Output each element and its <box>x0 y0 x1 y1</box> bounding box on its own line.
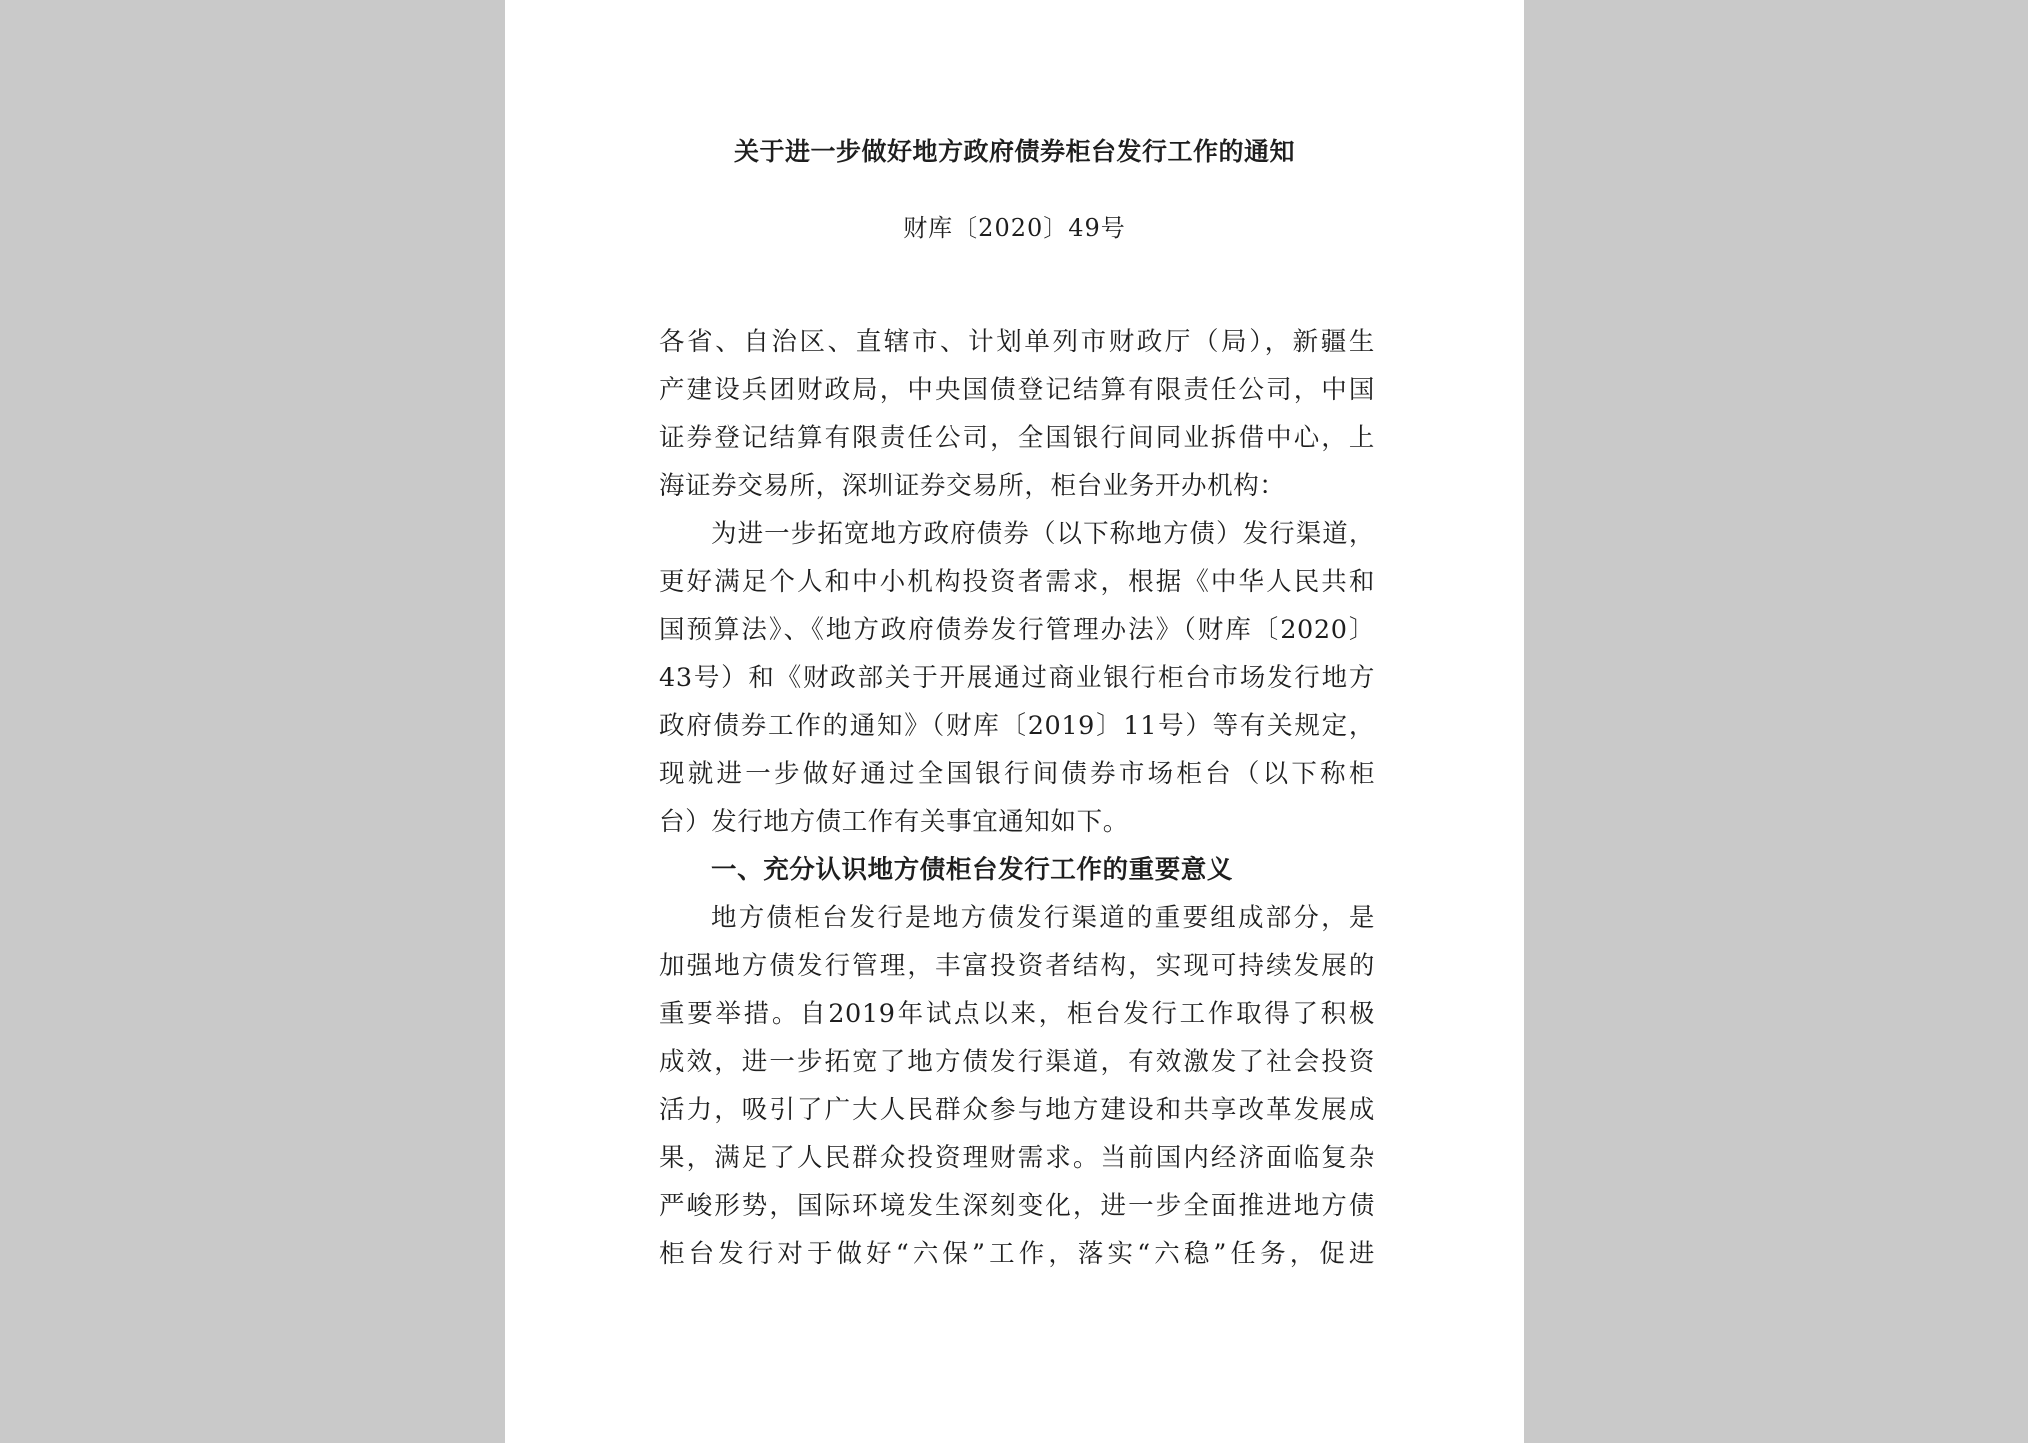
body-text-line: 柜台发行对于做好“六保”工作，落实“六稳”任务，促进 <box>659 1239 1375 1269</box>
body-text-line: 各省、自治区、直辖市、计划单列市财政厅（局），新疆生 <box>659 327 1375 357</box>
body-text-line: 活力，吸引了广大人民群众参与地方建设和共享改革发展成 <box>659 1095 1375 1125</box>
body-text-line: 证券登记结算有限责任公司，全国银行间同业拆借中心，上 <box>659 423 1375 453</box>
document-title: 关于进一步做好地方政府债券柜台发行工作的通知 <box>733 137 1295 166</box>
body-text-line: 现就进一步做好通过全国银行间债券市场柜台（以下称柜 <box>659 759 1375 789</box>
body-text-line: 果，满足了人民群众投资理财需求。当前国内经济面临复杂 <box>659 1143 1375 1173</box>
body-text-line: 重要举措。自2019年试点以来，柜台发行工作取得了积极 <box>659 999 1375 1029</box>
body-text-line: 加强地方债发行管理，丰富投资者结构，实现可持续发展的 <box>659 951 1375 981</box>
document-page <box>505 0 1524 1443</box>
document-body <box>659 318 1375 1278</box>
body-text-line: 政府债券工作的通知》（财库〔2019〕11号）等有关规定， <box>659 711 1375 741</box>
section-heading: 一、充分认识地方债柜台发行工作的重要意义 <box>711 855 1234 885</box>
body-text-line: 严峻形势，国际环境发生深刻变化，进一步全面推进地方债 <box>659 1191 1375 1221</box>
body-text-line: 成效，进一步拓宽了地方债发行渠道，有效激发了社会投资 <box>659 1047 1375 1077</box>
body-text-line: 海证券交易所，深圳证券交易所，柜台业务开办机构： <box>659 471 1286 501</box>
document-number: 财库〔2020〕49号 <box>903 214 1126 242</box>
body-text-line: 产建设兵团财政局，中央国债登记结算有限责任公司，中国 <box>659 375 1375 405</box>
body-text-line: 更好满足个人和中小机构投资者需求，根据《中华人民共和 <box>659 567 1375 597</box>
body-text-line: 为进一步拓宽地方政府债券（以下称地方债）发行渠道， <box>711 519 1375 549</box>
body-text-line: 地方债柜台发行是地方债发行渠道的重要组成部分，是 <box>711 903 1375 933</box>
body-text-line: 43号）和《财政部关于开展通过商业银行柜台市场发行地方 <box>659 663 1375 693</box>
body-text-line: 台）发行地方债工作有关事宜通知如下。 <box>659 807 1129 837</box>
body-text-line: 国预算法》、《地方政府债券发行管理办法》（财库〔2020〕 <box>659 615 1375 645</box>
